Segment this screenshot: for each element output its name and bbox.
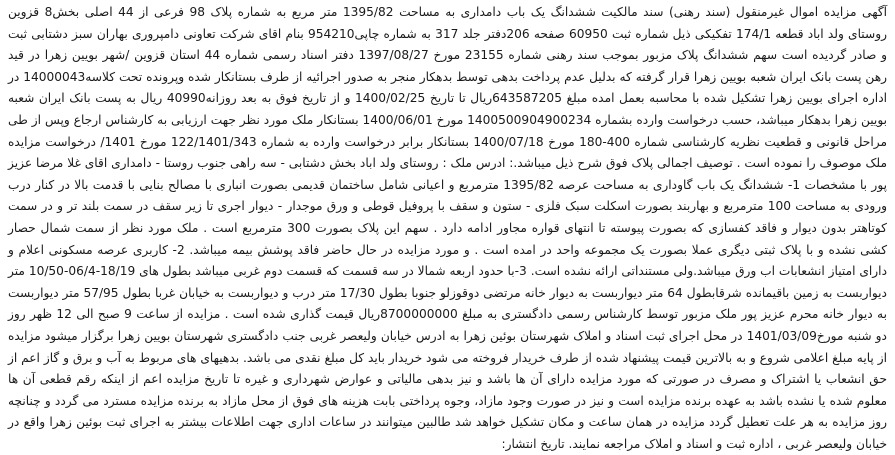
auction-notice-text: آگهی مزایده اموال غیرمنقول (سند رهنی) سند مالکیت ششدانگ یک باب دامداری به مساحت 1395/82 متر مربع به شماره پلاک 98 فرعی از 44 اصلی بخش8 قزوین روستای ولد اباد قطعه 174/1 تفکیکی ذیل شماره ثبت 60950 صفحه 206دفتر جلد 317 به شماره چاپی954210 بنام اقای شرکت تعاونی دامپروری بهاران سبز دشتابی ثبت و صادر گردیده است سهم ششدانگ پلاک مزبور بموجب سند رهنی شماره 23155 مورخ 1397/08/27 دفتر اسناد رسمی شماره 44 استان قزوین /شهر بویین زهرا در قید رهن پست بانک ایران شعبه بویین زهرا قرار گرفته که بدلیل عدم پرداخت بدهی توسط بدهکار منجر به صدور اجرائیه از طرف بستانکار شده وپرونده تحت کلاسه14000043 در اداره اجرای بویین زهرا تشکیل شده با محاسبه بعمل امده مبلغ 643587205ریال تا تاریخ 1400/02/25 و از تاریخ فوق به بعد روزانه40990 ریال به پست بانک ایران شعبه بویین زهرا بدهکار میباشد، حسب درخواست وارده بشماره 1400500904900234 مورخ 1400/06/01 بستانکار ملک مورد نظر جهت ارزیابی به کارشناس ارجاع وپس از طی مراحل قانونی و قطعیت نظریه کارشناسی شماره 400-180 مورخ 1400/07/18 بستانکار برابر درخواست وارده به شماره 122/1401/343 مورخ 1401/ درخواست مزایده ملک موصوف را نموده است . توصیف اجمالی پلاک فوق شرح ذیل میباشد.: ادرس ملک : روستای ولد اباد بخش دشتابی - سه راهی جنوب روستا - دامداری اقای غلا مرضا عزیز پور با مشخصات 1- ششدانگ یک باب گاوداری به مساحت عرصه 1395/82 مترمربع و اعیانی شامل ساختمان قدیمی بصورت انباری با مصالح بنایی با قدمت بالا در کنار درب ورودی به مساحت 100 مترمربع و بهاربند بصورت اسکلت سبک فلزی - ستون و سقف با پروفیل قوطی و ورق موجدار - دیوار اجری تا زیر سقف در سمت بلند تر و در سمت کوتاهتر بدون دیوار و فاقد کفسازی که بصورت پیوسته تا انتهای قواره مجاور ادامه دارد . سهم این پلاک بصورت 300 مترمربع است . ملک مورد نظر از سمت شمال حصار کشی نشده و با پلاک ثبتی دیگری عملا بصورت یک مجموعه واحد در امده است . و مورد مزایده در حال حاضر فاقد پوشش بیمه میباشد. 2- کاربری عرصه مسکونی اعلام و دارای امتیاز انشعابات اب ورق میباشد.ولی مستنداتی ارائه نشده است. 3-با حدود اربعه شمالا در سه قسمت که قسمت دوم غربی میباشد بطول های 18/19-06/4-10/50 متر دیواربست به زمین باقیمانده شرقابطول 64 متر دیواربست به دیوار خانه مرتضی دوقوزلو جنوبا بطول 17/30 متر درب و دیواربست به خیابان غربا بطول 57/95 متر دیواربست به دیوار خانه محرم عزیز پور ملک مزبور توسط کارشناس رسمی دادگستری به مبلغ 8700000000ریال قیمت گذاری شده است . مزایده از ساعت 9 صبح الی 12 ظهر روز دو شنبه مورخ1401/03/09 در محل اجرای ثبت اسناد و املاک شهرستان بوئین زهرا به ادرس خیابان ولیعصر غربی جنب دادگستری شهرستان بویین زهرا برگزار میشود مزایده از پایه مبلغ اعلامی شروع و به بالاترین قیمت پیشنهاد شده از طرف خریدار فروخته می شود خریدار باید کل مبلغ نقدی می باشد. بدهیهای های مربوط به آب و برق و گاز اعم از حق انشعاب یا اشتراک و مصرف در صورتی که مورد مزایده دارای آن ها باشد و نیز بدهی مالیاتی و عوارض شهرداری و غیره تا تاریخ مزایده اعم از اینکه رقم قطعی آن ها معلوم شده یا نشده باشد به عهده برنده مزایده است و نیز در صورت وجود مازاد، وجوه پرداختی بابت هزینه های فوق از محل مازاد به برنده مزایده مسترد می گردد و چنانچه روز مزایده به هر علت تعطیل گردد مزایده در همان ساعت و مکان تشکیل خواهد شد طالبین میتوانند در ساعات اداری جهت اطلاعات بیشتر به اجرای ثبت بوئین زهرا واقع در خیابان ولیعصر غربی ، اداره ثبت و اسناد و املاک مراجعه نمایند. تاریخ انتشار: (8, 5, 888, 451)
